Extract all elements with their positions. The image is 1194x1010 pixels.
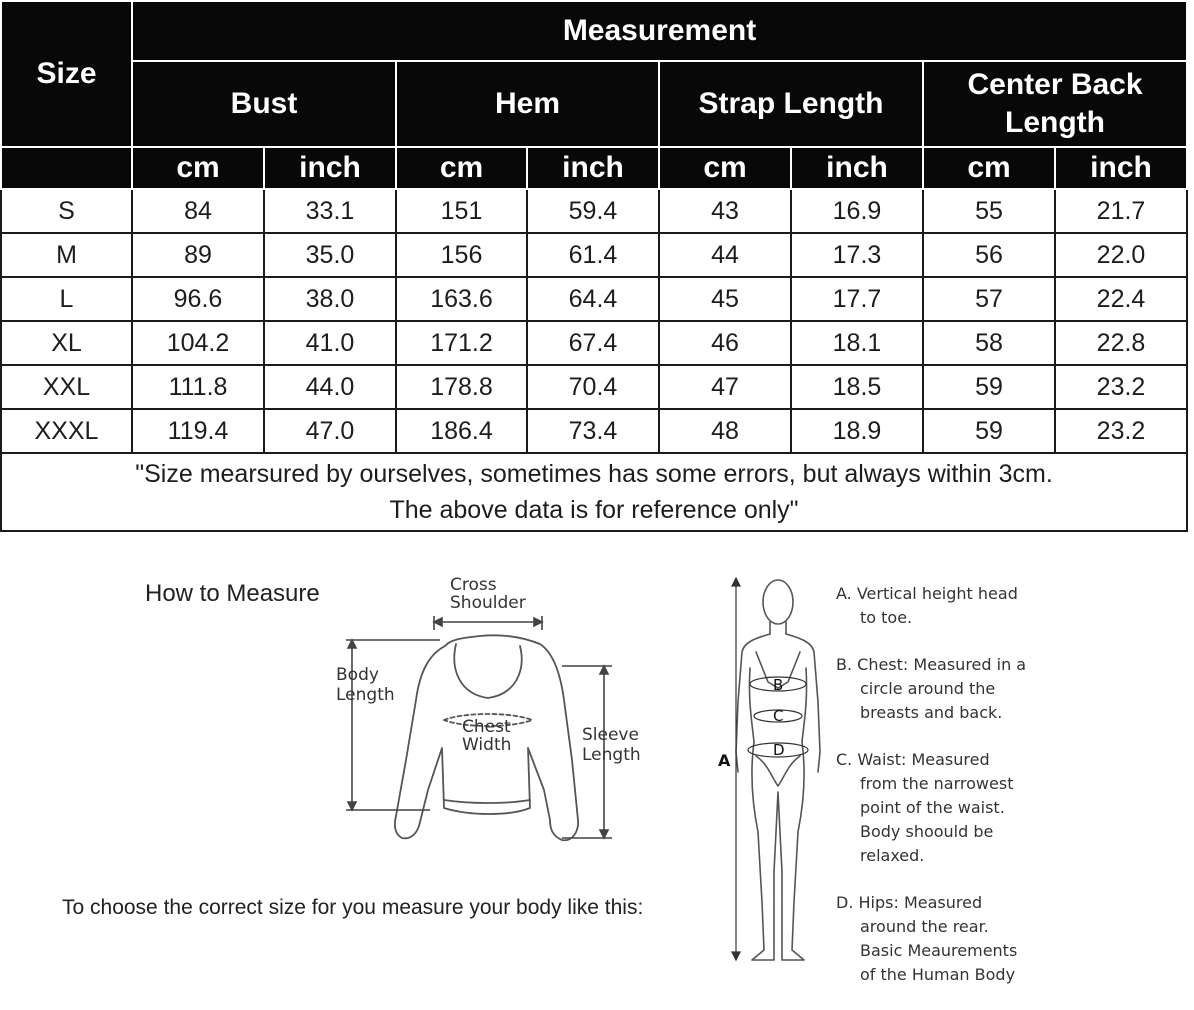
definition-b-line-2: circle around the: [860, 679, 996, 698]
bust-cm-cell: 84: [132, 189, 264, 233]
body-length-label-2: Length: [336, 685, 395, 705]
cross-shoulder-label-1: Cross: [450, 575, 497, 595]
strap-inch-cell: 16.9: [791, 189, 923, 233]
size-cell: XXL: [1, 365, 132, 409]
body-label-b: B: [773, 676, 784, 694]
table-row-m: [1, 233, 1187, 277]
hem-cm-cell: 151: [396, 189, 527, 233]
strap-inch-cell: 18.5: [791, 365, 923, 409]
bust-inch-cell: 41.0: [264, 321, 396, 365]
bust-inch-cell: 44.0: [264, 365, 396, 409]
strap-cm-cell: 48: [659, 409, 791, 453]
bust-cm-cell: 104.2: [132, 321, 264, 365]
bust-cm-cell: 111.8: [132, 365, 264, 409]
bust-inch-cell: 33.1: [264, 189, 396, 233]
unit-back-cm: cm: [923, 147, 1055, 189]
body-label-d: D: [773, 741, 785, 759]
sleeve-length-label-1: Sleeve: [582, 725, 639, 745]
choose-size-instruction: To choose the correct size for you measure your body like this:: [62, 896, 644, 919]
back-inch-cell: 22.0: [1055, 233, 1187, 277]
definition-d-line-3: Basic Meaurements: [860, 941, 1018, 960]
strap-inch-cell: 18.9: [791, 409, 923, 453]
size-cell: XXXL: [1, 409, 132, 453]
strap-cm-cell: 45: [659, 277, 791, 321]
sweater-hem: [444, 800, 530, 803]
size-cell: L: [1, 277, 132, 321]
back-inch-cell: 23.2: [1055, 365, 1187, 409]
header-hem: Hem: [396, 61, 659, 147]
strap-inch-cell: 17.3: [791, 233, 923, 277]
back-inch-cell: 21.7: [1055, 189, 1187, 233]
table-row-l: [1, 277, 1187, 321]
strap-cm-cell: 47: [659, 365, 791, 409]
bust-cm-cell: 119.4: [132, 409, 264, 453]
sweater-neck: [454, 644, 521, 698]
hem-cm-cell: 156: [396, 233, 527, 277]
strap-cm-cell: 46: [659, 321, 791, 365]
back-cm-cell: 56: [923, 233, 1055, 277]
definition-c-line-3: point of the waist.: [860, 798, 1005, 817]
definition-a: [836, 582, 1066, 630]
hem-inch-cell: 61.4: [527, 233, 659, 277]
chest-width-label-2: Width: [462, 735, 512, 755]
definition-c-line-1: C. Waist: Measured: [836, 750, 990, 769]
header-size: Size: [1, 1, 132, 147]
back-inch-cell: 22.8: [1055, 321, 1187, 365]
body-label-c: C: [773, 707, 784, 725]
strap-inch-cell: 17.7: [791, 277, 923, 321]
size-cell: M: [1, 233, 132, 277]
hem-inch-cell: 64.4: [527, 277, 659, 321]
definition-c-line-2: from the narrowest: [860, 774, 1014, 793]
hem-cm-cell: 186.4: [396, 409, 527, 453]
definition-b: [836, 653, 1066, 725]
cross-shoulder-label-2: Shoulder: [450, 593, 526, 613]
figure-head: [763, 580, 793, 624]
strap-cm-cell: 43: [659, 189, 791, 233]
body-length-label-1: Body: [336, 665, 379, 685]
bust-cm-cell: 96.6: [132, 277, 264, 321]
how-to-measure-title: How to Measure: [145, 580, 320, 607]
unit-bust-cm: cm: [132, 147, 264, 189]
definition-c-line-5: relaxed.: [860, 846, 925, 865]
unit-strap-cm: cm: [659, 147, 791, 189]
definition-b-line-1: B. Chest: Measured in a: [836, 655, 1027, 674]
definition-d: [836, 891, 1066, 987]
back-cm-cell: 57: [923, 277, 1055, 321]
unit-hem-cm: cm: [396, 147, 527, 189]
definition-b-line-3: breasts and back.: [860, 703, 1003, 722]
header-strap-length: Strap Length: [659, 61, 923, 147]
definition-d-line-4: of the Human Body: [860, 965, 1016, 984]
back-inch-cell: 22.4: [1055, 277, 1187, 321]
bust-inch-cell: 35.0: [264, 233, 396, 277]
table-row-xxl: [1, 365, 1187, 409]
hem-inch-cell: 59.4: [527, 189, 659, 233]
sleeve-length-label-2: Length: [582, 745, 641, 765]
definition-c: [836, 748, 1066, 868]
bust-cm-cell: 89: [132, 233, 264, 277]
note-line-2: The above data is for reference only": [389, 496, 799, 524]
header-center-back-length: Center Back Length: [923, 61, 1187, 147]
definition-c-line-4: Body shoould be: [860, 822, 994, 841]
strap-inch-cell: 18.1: [791, 321, 923, 365]
size-cell: XL: [1, 321, 132, 365]
table-row-xl: [1, 321, 1187, 365]
hem-inch-cell: 73.4: [527, 409, 659, 453]
unit-hem-inch: inch: [527, 147, 659, 189]
figure-briefs: [756, 756, 800, 786]
measurement-definitions: [836, 582, 1066, 1010]
table-row-xxxl: [1, 409, 1187, 453]
header-measurement: Measurement: [132, 1, 1187, 61]
back-cm-cell: 58: [923, 321, 1055, 365]
back-inch-cell: 23.2: [1055, 409, 1187, 453]
unit-back-inch: inch: [1055, 147, 1187, 189]
back-cm-cell: 55: [923, 189, 1055, 233]
hem-cm-cell: 171.2: [396, 321, 527, 365]
back-cm-cell: 59: [923, 409, 1055, 453]
back-cm-cell: 59: [923, 365, 1055, 409]
hem-inch-cell: 70.4: [527, 365, 659, 409]
header-size-spacer: [1, 147, 132, 189]
strap-cm-cell: 44: [659, 233, 791, 277]
unit-bust-inch: inch: [264, 147, 396, 189]
bust-inch-cell: 47.0: [264, 409, 396, 453]
body-label-a: A: [718, 751, 731, 770]
hem-cm-cell: 178.8: [396, 365, 527, 409]
definition-a-line-1: A. Vertical height head: [836, 584, 1018, 603]
hem-inch-cell: 67.4: [527, 321, 659, 365]
hem-cm-cell: 163.6: [396, 277, 527, 321]
body-measure-diagram: [712, 572, 832, 972]
note-line-1: "Size mearsured by ourselves, sometimes has some errors, but always within 3cm.: [135, 460, 1053, 488]
definition-a-line-2: to toe.: [860, 608, 913, 627]
table-note: [1, 453, 1187, 531]
header-bust: Bust: [132, 61, 396, 147]
chest-width-label-1: Chest: [462, 717, 511, 737]
definition-d-line-2: around the rear.: [860, 917, 989, 936]
size-cell: S: [1, 189, 132, 233]
sweater-measure-diagram: [320, 570, 660, 850]
definition-d-line-1: D. Hips: Measured: [836, 893, 983, 912]
table-row-s: [1, 189, 1187, 233]
bust-inch-cell: 38.0: [264, 277, 396, 321]
unit-strap-inch: inch: [791, 147, 923, 189]
